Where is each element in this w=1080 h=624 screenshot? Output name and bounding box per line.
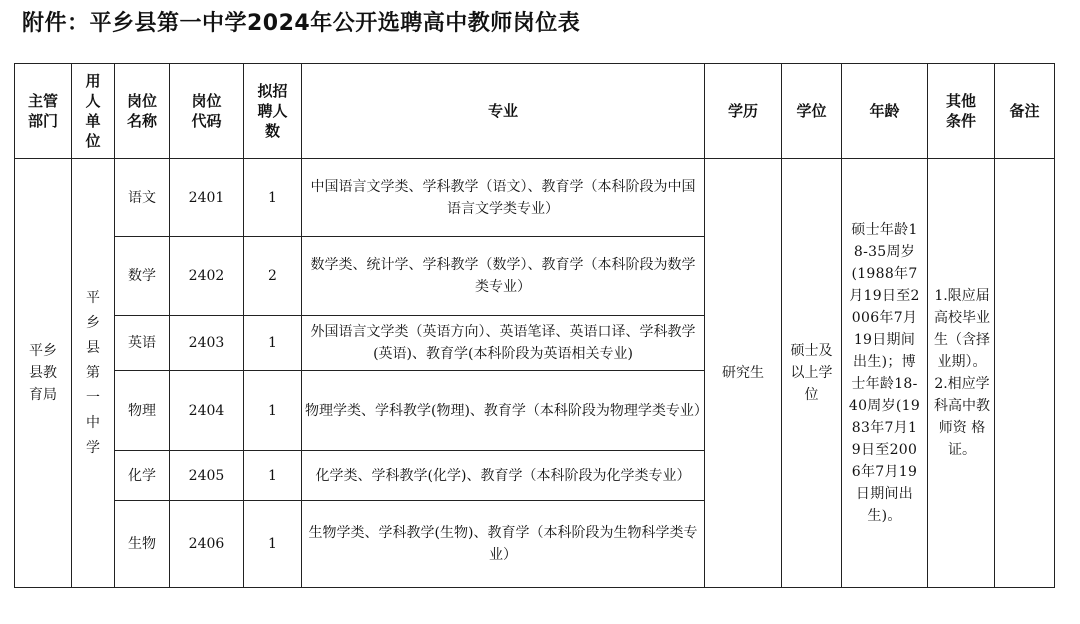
- post-name-cell: 物理: [115, 371, 170, 451]
- unit-cell: 平乡县第一中学: [72, 159, 115, 588]
- major-cell: 物理学类、学科教学(物理)、教育学（本科阶段为物理学类专业）: [302, 371, 705, 451]
- post-name-cell: 英语: [115, 316, 170, 371]
- major-cell: 数学类、统计学、学科教学（数学）、教育学（本科阶段为数学类专业）: [302, 237, 705, 316]
- degree-cell: 硕士及以上学位: [782, 159, 842, 588]
- header-count: 拟招聘人数: [244, 64, 302, 159]
- header-other: 其他条件: [928, 64, 995, 159]
- header-post-code: 岗位代码: [170, 64, 244, 159]
- count-cell: 1: [244, 501, 302, 588]
- count-cell: 2: [244, 237, 302, 316]
- count-cell: 1: [244, 159, 302, 237]
- major-cell: 外国语言文学类（英语方向）、英语笔译、英语口译、学科教学(英语)、教育学(本科阶段为英语相关专业): [302, 316, 705, 371]
- positions-table: [14, 63, 1055, 588]
- dept-cell: 平乡县教育局: [15, 159, 72, 588]
- age-cell: 硕士年龄18-35周岁(1988年7月19日至2006年7月19日期间出生)；博士年龄18-40周岁(1983年7月19日至2006年7月19日期间出生)。: [842, 159, 928, 588]
- header-remark: 备注: [995, 64, 1055, 159]
- table-header-row: [15, 64, 1055, 159]
- count-cell: 1: [244, 451, 302, 501]
- header-post-name: 岗位名称: [115, 64, 170, 159]
- post-code-cell: 2405: [170, 451, 244, 501]
- post-name-cell: 语文: [115, 159, 170, 237]
- post-code-cell: 2406: [170, 501, 244, 588]
- header-education: 学历: [705, 64, 782, 159]
- post-code-cell: 2403: [170, 316, 244, 371]
- post-code-cell: 2404: [170, 371, 244, 451]
- table-row: [15, 159, 1055, 237]
- remark-cell: [995, 159, 1055, 588]
- post-name-cell: 生物: [115, 501, 170, 588]
- header-dept: 主管部门: [15, 64, 72, 159]
- post-code-cell: 2401: [170, 159, 244, 237]
- post-name-cell: 化学: [115, 451, 170, 501]
- count-cell: 1: [244, 316, 302, 371]
- other-conditions-cell: 1.限应届高校毕业生（含择业期）。2.相应学科高中教师资 格证。: [928, 159, 995, 588]
- post-name-cell: 数学: [115, 237, 170, 316]
- count-cell: 1: [244, 371, 302, 451]
- header-major: 专业: [302, 64, 705, 159]
- education-cell: 研究生: [705, 159, 782, 588]
- header-age: 年龄: [842, 64, 928, 159]
- major-cell: 化学类、学科教学(化学)、教育学（本科阶段为化学类专业）: [302, 451, 705, 501]
- header-unit: 用人单位: [72, 64, 115, 159]
- header-degree: 学位: [782, 64, 842, 159]
- major-cell: 中国语言文学类、学科教学（语文）、教育学（本科阶段为中国语言文学类专业）: [302, 159, 705, 237]
- post-code-cell: 2402: [170, 237, 244, 316]
- major-cell: 生物学类、学科教学(生物)、教育学（本科阶段为生物科学类专业）: [302, 501, 705, 588]
- page-title: 附件：平乡县第一中学2024年公开选聘高中教师岗位表: [22, 11, 581, 36]
